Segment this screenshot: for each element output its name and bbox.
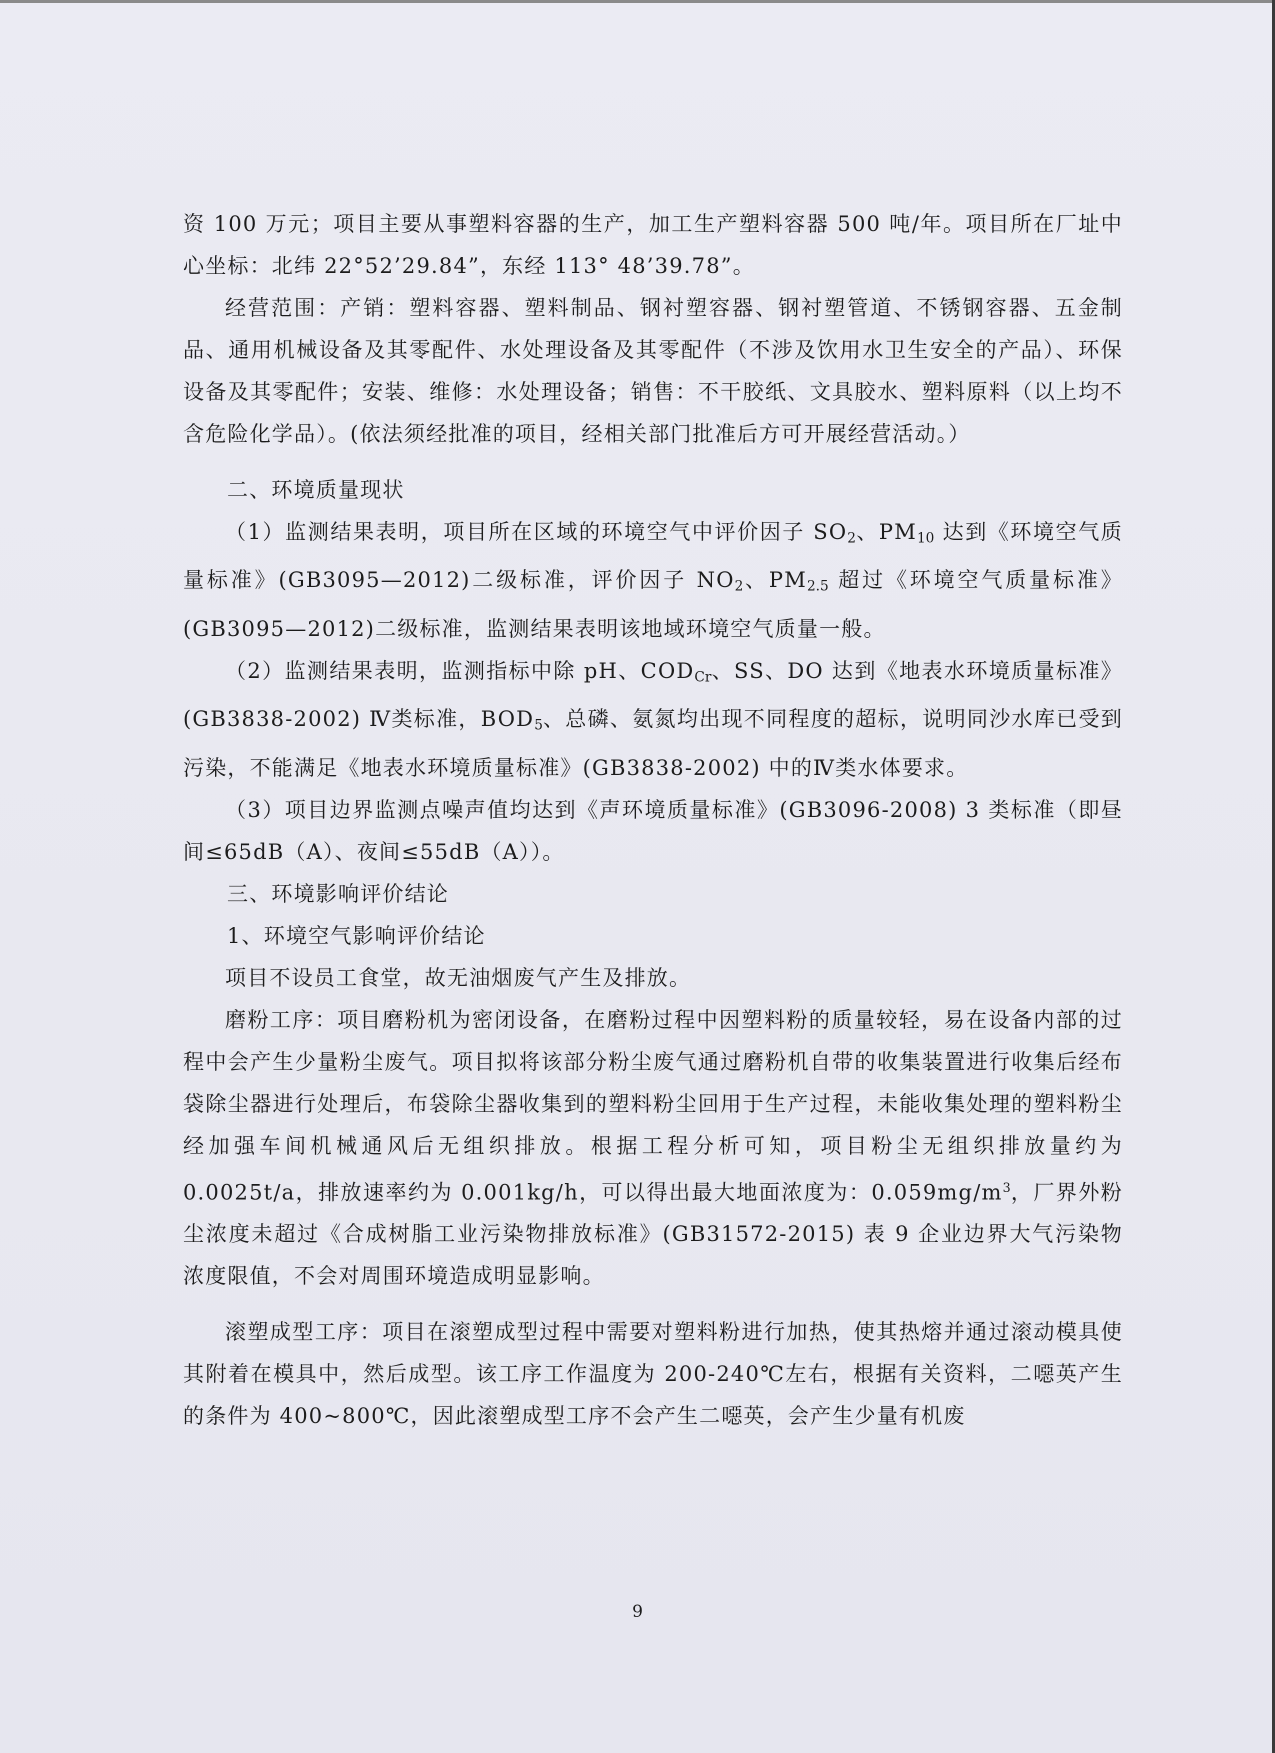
heading-environment-status: 二、环境质量现状 [227,478,405,502]
paragraph-business-scope: 经营范围：产销：塑料容器、塑料制品、钢衬塑容器、钢衬塑管道、不锈钢容器、五金制品、通用机械设备及其零配件、水处理设备及其零配件（不涉及饮用水卫生安全的产品）、环保设备及其零配件；安装、维修：水处理设备；销售：不干胶纸、文具胶水、塑料原料（以上均不含危险化学品）。(依法须经批准的项目，经相关部门批准后方可开展经营活动。） [183,296,1123,446]
heading-air-impact: 1、环境空气影响评价结论 [227,923,486,948]
paragraph-rotomolding-process: 滚塑成型工序：项目在滚塑成型过程中需要对塑料粉进行加热，使其热熔并通过滚动模具使其附着在模具中，然后成型。该工序工作温度为 200-240℃左右，根据有关资料，二噁英产生的条件为 400~800℃，因此滚塑成型工序不会产生二噁英，会产生少量有机废 [183,1320,1123,1429]
paragraph-canteen: 项目不设员工食堂，故无油烟废气产生及排放。 [225,965,692,990]
heading-impact-conclusion: 三、环境影响评价结论 [227,881,449,906]
paragraph-investment-location: 资 100 万元；项目主要从事塑料容器的生产，加工生产塑料容器 500 吨/年。项目所在厂址中心坐标：北纬 22°52’29.84”，东经 113° 48’39.78”。 [183,212,1123,278]
scan-edge-top [0,0,1275,3]
paragraph-water-monitoring: （2）监测结果表明，监测指标中除 pH、$COD_{Cr}$、SS、DO 达到《地表水环境质量标准》(GB3838-2002) Ⅳ类标准，$BOD_5$、总磷、氨氮均出现不同程度的超标，说明同沙水库已受到污染，不能满足《地表水环境质量标准》(GB3838-2002) 中的Ⅳ类水体要求。 [183,658,1123,780]
paragraph-grinding-process: 磨粉工序：项目磨粉机为密闭设备，在磨粉过程中因塑料粉的质量较轻，易在设备内部的过程中会产生少量粉尘废气。项目拟将该部分粉尘废气通过磨粉机自带的收集装置进行收集后经布袋除尘器进行处理后，布袋除尘器收集到的塑料粉尘回用于生产过程，未能收集处理的塑料粉尘经加强车间机械通风后无组织排放。根据工程分析可知，项目粉尘无组织排放量约为 0.0025t/a，排放速率约为 0.001kg/h，可以得出最大地面浓度为：$0.059mg/m^3$，厂界外粉尘浓度未超过《合成树脂工业污染物排放标准》(GB31572-2015) 表 9 企业边界大气污染物浓度限值，不会对周围环境造成明显影响。 [183,1007,1124,1289]
paragraph-noise-monitoring: （3）项目边界监测点噪声值均达到《声环境质量标准》(GB3096-2008) 3 类标准（即昼间≤65dB（A）、夜间≤55dB（A））。 [183,797,1123,864]
paragraph-air-monitoring: （1）监测结果表明，项目所在区域的环境空气中评价因子 $SO_2$、$PM_{10}$ 达到《环境空气质量标准》(GB3095—2012)二级标准，评价因子 $NO_2$、$PM_{2.5}$ 超过《环境空气质量标准》(GB3095—2012)二级标准，监测结果表明该地域环境空气质量一般。 [183,520,1124,641]
page-number: 9 [632,1602,643,1622]
page-body [183,203,1123,1437]
